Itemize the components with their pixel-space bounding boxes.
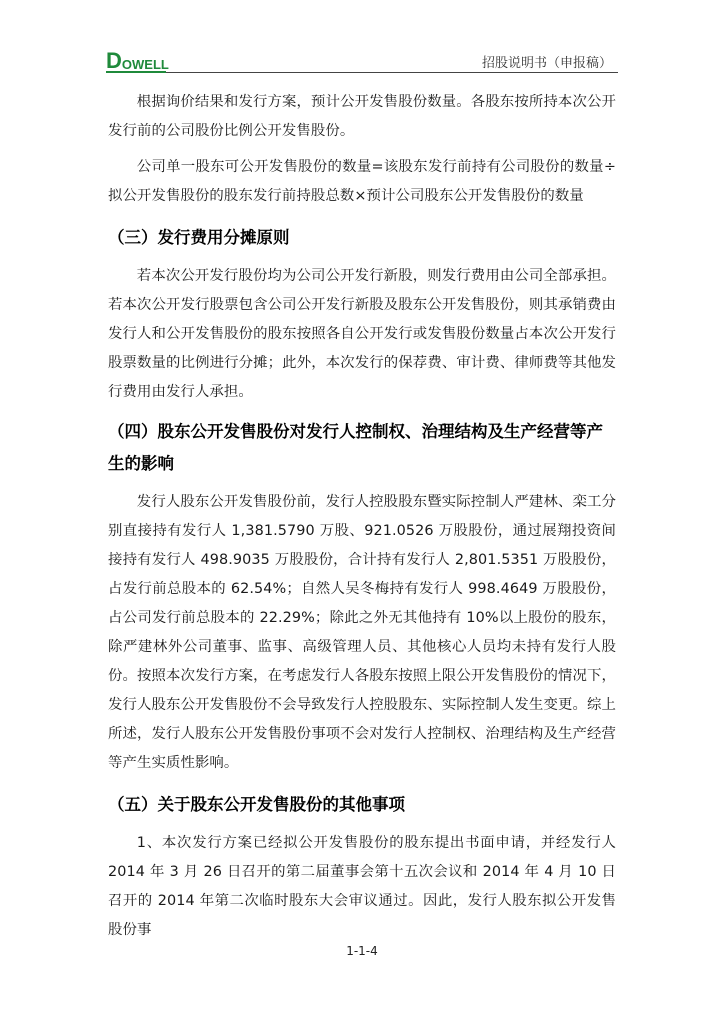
paragraph-impact: 发行人股东公开发售股份前，发行人控股股东暨实际控制人严建林、栾工分别直接持有发行人 1,381.5790 万股、921.0526 万股股份，通过展翔投资间接持有发行人 498.9035 万股股份，合计持有发行人 2,801.5351 万股股份，占发行前总股本的 62.54%；自然人吴冬梅持有发行人 998.4649 万股股份，占公司发行前总股本的 22.29%；除此之外无其他持有 10%以上股份的股东，除严建林外公司董事、监事、高级管理人员、其他核心人员均未持有发行人股份。按照本次发行方案，在考虑发行人各股东按照上限公开发售股份的情况下，发行人股东公开发售股份不会导致发行人控股股东、实际控制人发生变更。综上所述，发行人股东公开发售股份事项不会对发行人控制权、治理结构及生产经营等产生实质性影响。 xyxy=(108,494,616,771)
section-heading-fee-allocation: （三）发行费用分摊原则 xyxy=(108,228,290,247)
section-heading-other-matters: （五）关于股东公开发售股份的其他事项 xyxy=(108,795,405,814)
paragraph-offering-quantity: 根据询价结果和发行方案，预计公开发售股份数量。各股东按所持本次公开发行前的公司股份比例公开发售股份。 xyxy=(108,94,616,139)
header-divider xyxy=(106,72,618,73)
logo-text: OWELL xyxy=(121,57,169,72)
logo-underline xyxy=(106,71,166,73)
paragraph-other-matters: 1、本次发行方案已经拟公开发售股份的股东提出书面申请，并经发行人 2014 年 3 月 26 日召开的第二届董事会第十五次会议和 2014 年 4 月 10 日召开的 2014 年第二次临时股东大会审议通过。因此，发行人股东拟公开发售股份事 xyxy=(108,835,616,938)
page-body xyxy=(108,88,616,945)
company-logo xyxy=(106,50,169,72)
page-number: 1-1-4 xyxy=(346,944,378,958)
paragraph-fee-allocation: 若本次公开发行股份均为公司公开发行新股，则发行费用由公司全部承担。若本次公开发行股票包含公司公开发行新股及股东公开发售股份，则其承销费由发行人和公开发售股份的股东按照各自公开发行或发售股份数量占本次公开发行股票数量的比例进行分摊；此外，本次发行的保荐费、审计费、律师费等其他发行费用由发行人承担。 xyxy=(108,268,616,400)
paragraph-formula: 公司单一股东可公开发售股份的数量=该股东发行前持有公司股份的数量÷拟公开发售股份的股东发行前持股总数×预计公司股东公开发售股份的数量 xyxy=(108,159,616,204)
document-title: 招股说明书（申报稿） xyxy=(481,56,612,71)
page-header xyxy=(106,50,618,72)
logo-initial: D xyxy=(106,48,122,73)
section-heading-impact: （四）股东公开发售股份对发行人控制权、治理结构及生产经营等产生的影响 xyxy=(108,422,603,473)
